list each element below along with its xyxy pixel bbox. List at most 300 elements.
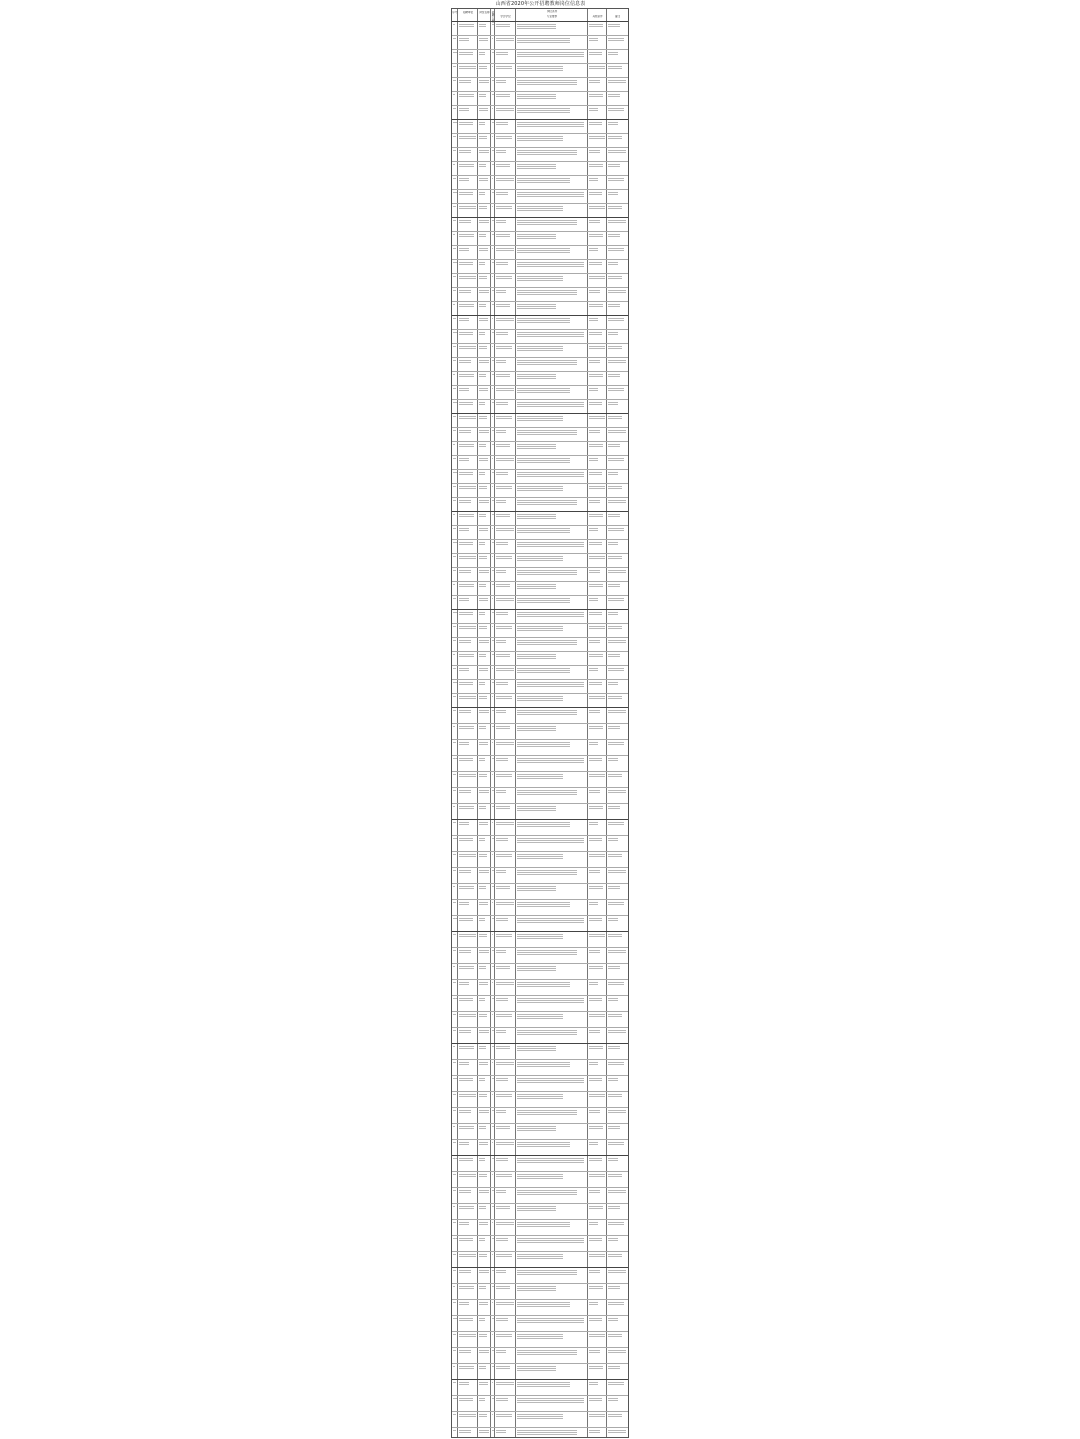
table-row [452,1395,628,1411]
table-cell-placeholder [492,1189,494,1192]
table-cell-placeholder [459,93,477,98]
text-line-placeholder [479,474,485,475]
text-line-placeholder [608,348,622,349]
text-line-placeholder [453,1174,456,1175]
text-line-placeholder [517,1146,570,1147]
text-line-placeholder [459,430,471,431]
text-line-placeholder [517,1366,556,1367]
text-line-placeholder [517,1434,577,1435]
text-line-placeholder [496,1240,508,1241]
table-cell-placeholder [517,555,587,562]
table-cell-placeholder [517,1141,587,1148]
text-line-placeholder [608,1190,626,1191]
table-cell-placeholder [492,805,494,808]
text-line-placeholder [492,304,494,305]
text-line-placeholder [479,376,486,377]
table-cell-placeholder [608,1221,627,1226]
table-row [452,399,628,413]
text-line-placeholder [589,66,605,67]
text-line-placeholder [608,318,624,319]
text-line-placeholder [496,348,512,349]
table-cell-placeholder [459,1381,477,1386]
text-line-placeholder [589,458,598,459]
text-line-placeholder [459,1352,471,1353]
text-line-placeholder [589,952,600,953]
text-line-placeholder [517,154,577,155]
text-line-placeholder [496,404,508,405]
text-line-placeholder [517,842,584,843]
table-cell-placeholder [492,1157,494,1160]
table-cell-placeholder [517,583,587,590]
table-cell-placeholder [517,177,587,184]
table-cell-placeholder [589,757,606,762]
text-line-placeholder [589,472,602,473]
text-line-placeholder [517,182,570,183]
text-line-placeholder [517,672,570,673]
table-cell-placeholder [589,275,606,280]
text-line-placeholder [589,24,603,25]
text-line-placeholder [453,514,455,515]
text-line-placeholder [479,516,486,517]
table-cell-placeholder [608,177,627,182]
text-line-placeholder [492,458,493,459]
text-line-placeholder [608,952,626,953]
text-line-placeholder [517,1382,570,1383]
table-cell-placeholder [608,345,627,350]
table-cell-placeholder [496,1221,515,1226]
table-cell-placeholder [479,121,490,126]
text-line-placeholder [479,1400,485,1401]
text-line-placeholder [479,628,487,629]
text-line-placeholder [517,644,577,645]
text-line-placeholder [608,1320,618,1321]
text-line-placeholder [589,192,602,193]
table-cell-placeholder [496,303,515,308]
table-cell-placeholder [496,853,515,858]
table-cell-placeholder [453,709,457,712]
text-line-placeholder [589,514,603,515]
text-line-placeholder [496,760,508,761]
text-line-placeholder [479,40,488,41]
table-cell-placeholder [517,695,587,702]
text-line-placeholder [496,250,514,251]
table-cell-placeholder [608,789,627,794]
table-cell-placeholder [479,345,490,350]
table-cell-placeholder [492,51,494,54]
table-cell-placeholder [496,741,515,746]
text-line-placeholder [479,742,488,743]
table-row [452,315,628,329]
text-line-placeholder [517,1144,570,1145]
text-line-placeholder [608,94,620,95]
text-line-placeholder [479,1192,489,1193]
table-cell-placeholder [492,741,494,744]
table-cell-placeholder [608,331,627,336]
text-line-placeholder [608,38,624,39]
table-cell-placeholder [459,997,477,1002]
text-line-placeholder [517,180,570,181]
text-line-placeholder [453,374,455,375]
table-cell-placeholder [608,1061,627,1066]
text-line-placeholder [492,108,493,109]
text-line-placeholder [608,1126,620,1127]
text-line-placeholder [459,38,469,39]
text-line-placeholder [517,528,570,529]
text-line-placeholder [589,572,600,573]
text-line-placeholder [589,1352,600,1353]
text-line-placeholder [608,934,622,935]
text-line-placeholder [517,332,584,333]
table-cell-placeholder [479,317,490,322]
header-degree: 学历学位 [500,15,511,18]
table-cell-placeholder [608,373,627,378]
table-cell-placeholder [492,135,494,138]
text-line-placeholder [517,350,563,351]
table-cell-placeholder [492,289,494,292]
table-cell-placeholder [496,625,515,630]
text-line-placeholder [589,856,605,857]
table-row [452,343,628,357]
table-cell-placeholder [492,331,494,334]
table-cell-placeholder [608,233,627,238]
text-line-placeholder [589,1094,605,1095]
text-line-placeholder [517,364,577,365]
text-line-placeholder [517,658,556,659]
text-line-placeholder [517,822,570,823]
table-cell-placeholder [496,597,515,602]
text-line-placeholder [496,790,506,791]
text-line-placeholder [459,670,469,671]
text-line-placeholder [459,110,469,111]
text-line-placeholder [479,1286,486,1287]
text-line-placeholder [496,684,508,685]
table-cell-placeholder [492,639,494,642]
text-line-placeholder [589,262,602,263]
table-cell-placeholder [496,317,515,322]
table-cell-placeholder [589,1205,606,1210]
text-line-placeholder [496,1128,510,1129]
table-cell-placeholder [479,1029,490,1034]
text-line-placeholder [496,1064,514,1065]
text-line-placeholder [459,760,473,761]
table-cell-placeholder [496,135,515,140]
text-line-placeholder [492,790,494,791]
text-line-placeholder [589,320,598,321]
text-line-placeholder [517,164,556,165]
text-line-placeholder [496,774,512,775]
text-line-placeholder [608,668,624,669]
text-line-placeholder [492,822,493,823]
table-cell-placeholder [453,527,457,530]
text-line-placeholder [459,208,476,209]
table-cell-placeholder [459,37,477,42]
text-line-placeholder [479,1432,489,1433]
text-line-placeholder [608,444,620,445]
text-line-placeholder [589,502,600,503]
text-line-placeholder [459,544,473,545]
table-cell-placeholder [589,981,606,986]
table-row [452,259,628,273]
table-row [452,1235,628,1251]
text-line-placeholder [453,136,456,137]
text-line-placeholder [479,192,485,193]
text-line-placeholder [517,1350,577,1351]
text-line-placeholder [459,500,471,501]
text-line-placeholder [608,1000,618,1001]
text-line-placeholder [492,640,494,641]
text-line-placeholder [517,970,556,971]
text-line-placeholder [517,778,563,779]
text-line-placeholder [517,630,563,631]
text-line-placeholder [517,640,577,641]
text-line-placeholder [496,952,506,953]
text-line-placeholder [459,628,476,629]
text-line-placeholder [479,402,485,403]
table-cell-placeholder [492,1061,494,1064]
text-line-placeholder [492,918,494,919]
text-line-placeholder [517,586,556,587]
text-line-placeholder [459,982,469,983]
text-line-placeholder [517,1416,563,1417]
text-line-placeholder [479,1222,488,1223]
table-row [452,693,628,707]
table-cell-placeholder [517,1157,587,1164]
text-line-placeholder [479,904,488,905]
text-line-placeholder [608,684,618,685]
text-line-placeholder [459,556,476,557]
text-line-placeholder [492,360,494,361]
text-line-placeholder [453,150,456,151]
text-line-placeholder [459,612,473,613]
table-cell-placeholder [589,965,606,970]
table-cell-placeholder [496,107,515,112]
text-line-placeholder [496,1014,512,1015]
table-cell-placeholder [517,1413,587,1420]
text-line-placeholder [479,570,489,571]
text-line-placeholder [459,854,476,855]
text-line-placeholder [608,1224,624,1225]
text-line-placeholder [479,164,486,165]
table-cell-placeholder [608,513,627,518]
text-line-placeholder [608,1352,626,1353]
table-cell-placeholder [453,247,457,250]
table-cell-placeholder [608,303,627,308]
table-cell-placeholder [459,373,477,378]
text-line-placeholder [459,418,476,419]
text-line-placeholder [459,790,471,791]
text-line-placeholder [492,1094,493,1095]
table-cell-placeholder [608,457,627,462]
text-line-placeholder [608,872,626,873]
text-line-placeholder [517,856,563,857]
table-cell-placeholder [453,725,457,728]
table-cell-placeholder [453,821,457,824]
table-cell-placeholder [479,789,490,794]
text-line-placeholder [608,514,620,515]
text-line-placeholder [517,220,577,221]
table-cell-placeholder [589,681,606,686]
text-line-placeholder [492,1046,494,1047]
table-cell-placeholder [608,121,627,126]
table-cell-placeholder [459,401,477,406]
text-line-placeholder [608,152,626,153]
text-line-placeholder [479,1158,485,1159]
text-line-placeholder [459,934,476,935]
text-line-placeholder [517,530,570,531]
table-row [452,203,628,217]
text-line-placeholder [608,250,624,251]
table-cell-placeholder [492,121,494,124]
table-cell-placeholder [479,359,490,364]
text-line-placeholder [589,656,603,657]
text-line-placeholder [517,178,570,179]
text-line-placeholder [517,84,577,85]
text-line-placeholder [589,920,602,921]
table-cell-placeholder [459,965,477,970]
table-cell-placeholder [492,885,494,888]
table-cell-placeholder [496,1173,515,1178]
table-cell-placeholder [517,853,587,860]
text-line-placeholder [517,318,570,319]
table-cell-placeholder [459,471,477,476]
text-line-placeholder [589,1048,603,1049]
text-line-placeholder [496,444,510,445]
text-line-placeholder [459,774,476,775]
table-cell-placeholder [453,275,457,278]
text-line-placeholder [492,612,494,613]
text-line-placeholder [608,1048,620,1049]
text-line-placeholder [459,80,471,81]
table-cell-placeholder [459,191,477,196]
text-line-placeholder [496,390,514,391]
text-line-placeholder [589,822,598,823]
text-line-placeholder [496,626,512,627]
table-cell-placeholder [608,485,627,490]
text-line-placeholder [496,388,514,389]
text-line-placeholder [496,24,510,25]
table-cell-placeholder [589,415,606,420]
text-line-placeholder [496,710,506,711]
text-line-placeholder [608,54,618,55]
text-line-placeholder [459,52,473,53]
table-cell-placeholder [608,681,627,686]
text-line-placeholder [479,346,487,347]
text-line-placeholder [608,1416,622,1417]
table-cell-placeholder [517,443,587,450]
text-line-placeholder [453,38,456,39]
text-line-placeholder [517,1176,563,1177]
text-line-placeholder [453,234,455,235]
table-cell-placeholder [517,401,587,408]
text-line-placeholder [496,1320,508,1321]
table-cell-placeholder [479,107,490,112]
text-line-placeholder [589,1126,603,1127]
table-cell-placeholder [459,387,477,392]
text-line-placeholder [517,742,570,743]
text-line-placeholder [517,598,570,599]
text-line-placeholder [492,966,494,967]
text-line-placeholder [459,626,476,627]
text-line-placeholder [453,52,457,53]
table-cell-placeholder [492,555,494,558]
text-line-placeholder [608,824,624,825]
text-line-placeholder [517,222,577,223]
table-cell-placeholder [459,1301,477,1306]
text-line-placeholder [608,164,620,165]
table-cell-placeholder [589,1093,606,1098]
table-cell-placeholder [453,429,457,432]
table-cell-placeholder [589,471,606,476]
text-line-placeholder [517,1338,563,1339]
table-cell-placeholder [453,65,457,68]
table-cell-placeholder [496,79,515,84]
table-cell-placeholder [608,1269,627,1274]
text-line-placeholder [496,94,510,95]
table-cell-placeholder [517,471,587,478]
table-cell-placeholder [517,121,587,128]
text-line-placeholder [517,262,584,263]
table-cell-placeholder [459,583,477,588]
text-line-placeholder [496,758,508,759]
table-cell-placeholder [479,949,490,954]
text-line-placeholder [453,290,456,291]
text-line-placeholder [453,626,456,627]
text-line-placeholder [459,236,474,237]
table-cell-placeholder [453,1189,457,1192]
table-cell-placeholder [589,233,606,238]
table-cell-placeholder [496,1045,515,1050]
table-cell-placeholder [479,1045,490,1050]
table-row [452,1187,628,1203]
text-line-placeholder [453,774,456,775]
table-cell-placeholder [492,611,494,614]
text-line-placeholder [479,544,485,545]
table-cell-placeholder [479,23,490,28]
text-line-placeholder [479,38,488,39]
text-line-placeholder [608,1032,626,1033]
text-line-placeholder [589,544,602,545]
text-line-placeholder [608,500,626,501]
text-line-placeholder [479,1144,488,1145]
text-line-placeholder [517,346,563,347]
text-line-placeholder [589,390,598,391]
text-line-placeholder [453,1270,456,1271]
text-line-placeholder [479,194,485,195]
text-line-placeholder [517,1048,556,1049]
table-cell-placeholder [608,1013,627,1018]
table-cell-placeholder [517,709,587,716]
table-cell-placeholder [492,303,494,306]
table-cell-placeholder [453,901,457,904]
text-line-placeholder [517,94,556,95]
text-line-placeholder [608,982,624,983]
table-cell-placeholder [517,261,587,268]
table-cell-placeholder [496,667,515,672]
table-cell-placeholder [453,415,457,418]
text-line-placeholder [496,572,506,573]
text-line-placeholder [496,840,508,841]
text-line-placeholder [479,1336,487,1337]
text-line-placeholder [496,236,510,237]
table-row [452,1379,628,1395]
text-line-placeholder [496,806,510,807]
text-line-placeholder [453,806,455,807]
text-line-placeholder [608,1272,626,1273]
text-line-placeholder [608,584,620,585]
text-line-placeholder [517,1290,556,1291]
text-line-placeholder [459,96,474,97]
text-line-placeholder [517,476,584,477]
